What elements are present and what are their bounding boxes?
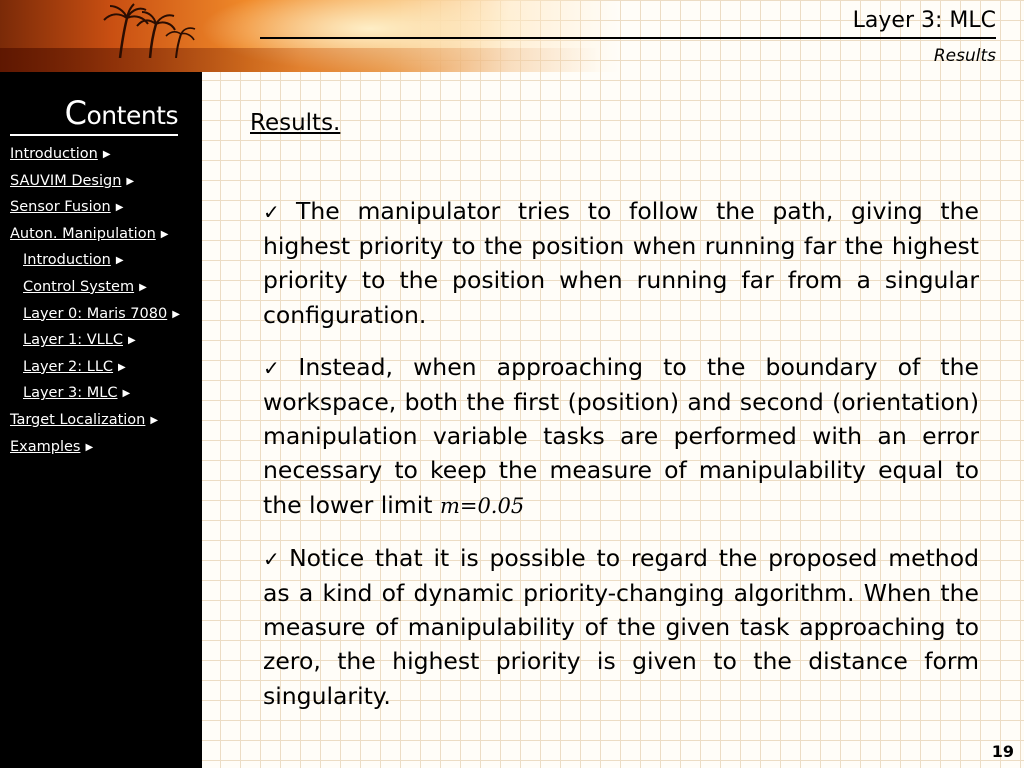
contents-heading-rest: ontents — [86, 101, 178, 130]
triangle-right-icon: ▶ — [115, 202, 124, 214]
triangle-right-icon: ▶ — [85, 441, 94, 453]
nav-item[interactable] — [0, 144, 202, 171]
triangle-right-icon: ▶ — [127, 335, 136, 347]
bullet-list — [263, 194, 979, 731]
triangle-right-icon: ▶ — [122, 388, 131, 400]
bullet-item — [263, 541, 979, 713]
nav-item[interactable] — [0, 197, 202, 224]
nav-item-label[interactable]: Layer 0: Maris 7080 — [23, 305, 168, 322]
nav-item-label[interactable]: Introduction — [23, 252, 111, 269]
contents-heading — [10, 94, 178, 136]
triangle-right-icon: ▶ — [126, 175, 135, 187]
title-rule — [260, 37, 996, 39]
checkmark-icon: ✓ — [263, 546, 284, 571]
contents-nav — [0, 144, 202, 463]
nav-item[interactable] — [0, 330, 202, 357]
checkmark-icon: ✓ — [263, 200, 291, 224]
slide-subtitle: Results — [933, 46, 996, 66]
triangle-right-icon: ▶ — [102, 149, 111, 160]
checkmark-icon: ✓ — [263, 355, 293, 380]
nav-item[interactable] — [0, 224, 202, 251]
nav-item-label[interactable]: Introduction — [10, 146, 98, 162]
triangle-right-icon: ▶ — [139, 281, 147, 293]
bullet-text: The manipulator tries to follow the path, giving the highest priority to the position when running far the highest priority to the position when running far from a singular configuration. — [263, 197, 980, 329]
bullet-item — [263, 350, 979, 523]
nav-item[interactable] — [0, 410, 202, 437]
nav-item[interactable] — [0, 383, 202, 410]
nav-item-label[interactable]: Layer 3: MLC — [23, 385, 118, 402]
nav-item-label[interactable]: Examples — [10, 438, 81, 455]
nav-item[interactable] — [0, 250, 202, 277]
nav-item-label[interactable]: Layer 1: VLLC — [23, 332, 123, 349]
page-number: 19 — [991, 742, 1014, 761]
sunset-banner-image — [0, 0, 620, 72]
palm-trees-icon — [80, 2, 200, 58]
nav-item-label[interactable]: SAUVIM Design — [10, 172, 122, 189]
sidebar — [0, 72, 202, 768]
nav-item-label[interactable]: Auton. Manipulation — [10, 225, 156, 242]
nav-item-label[interactable]: Layer 2: LLC — [23, 358, 114, 375]
triangle-right-icon: ▶ — [118, 361, 126, 373]
nav-item[interactable] — [0, 357, 202, 384]
nav-item[interactable] — [0, 304, 202, 331]
nav-item[interactable] — [0, 277, 202, 304]
nav-item[interactable] — [0, 171, 202, 198]
nav-item-label[interactable]: Control System — [23, 278, 135, 295]
bullet-text: Instead, when approaching to the boundary of the workspace, both the first (position) and second (orientation) manipulation variable tasks are performed with an error necessary to keep the measure of manipulability equal to the lower limit — [263, 352, 979, 519]
bullet-item — [263, 194, 979, 332]
nav-item-label[interactable]: Sensor Fusion — [10, 199, 111, 216]
triangle-right-icon: ▶ — [160, 228, 169, 240]
nav-item-label[interactable]: Target Localization — [10, 411, 146, 428]
contents-heading-initial: C — [64, 94, 87, 132]
bullet-text: Notice that it is possible to regard the proposed method as a kind of dynamic priority-changing algorithm. When the measure of manipulability of the given task approaching to zero, the highest priority is given to the distance form singularity. — [263, 543, 979, 710]
triangle-right-icon: ▶ — [172, 308, 180, 320]
slide-title: Layer 3: MLC — [852, 8, 996, 33]
triangle-right-icon: ▶ — [115, 255, 124, 267]
triangle-right-icon: ▶ — [150, 414, 159, 426]
math-expression: m=0.05 — [439, 493, 525, 518]
nav-item[interactable] — [0, 437, 202, 464]
content-heading: Results. — [250, 110, 341, 136]
